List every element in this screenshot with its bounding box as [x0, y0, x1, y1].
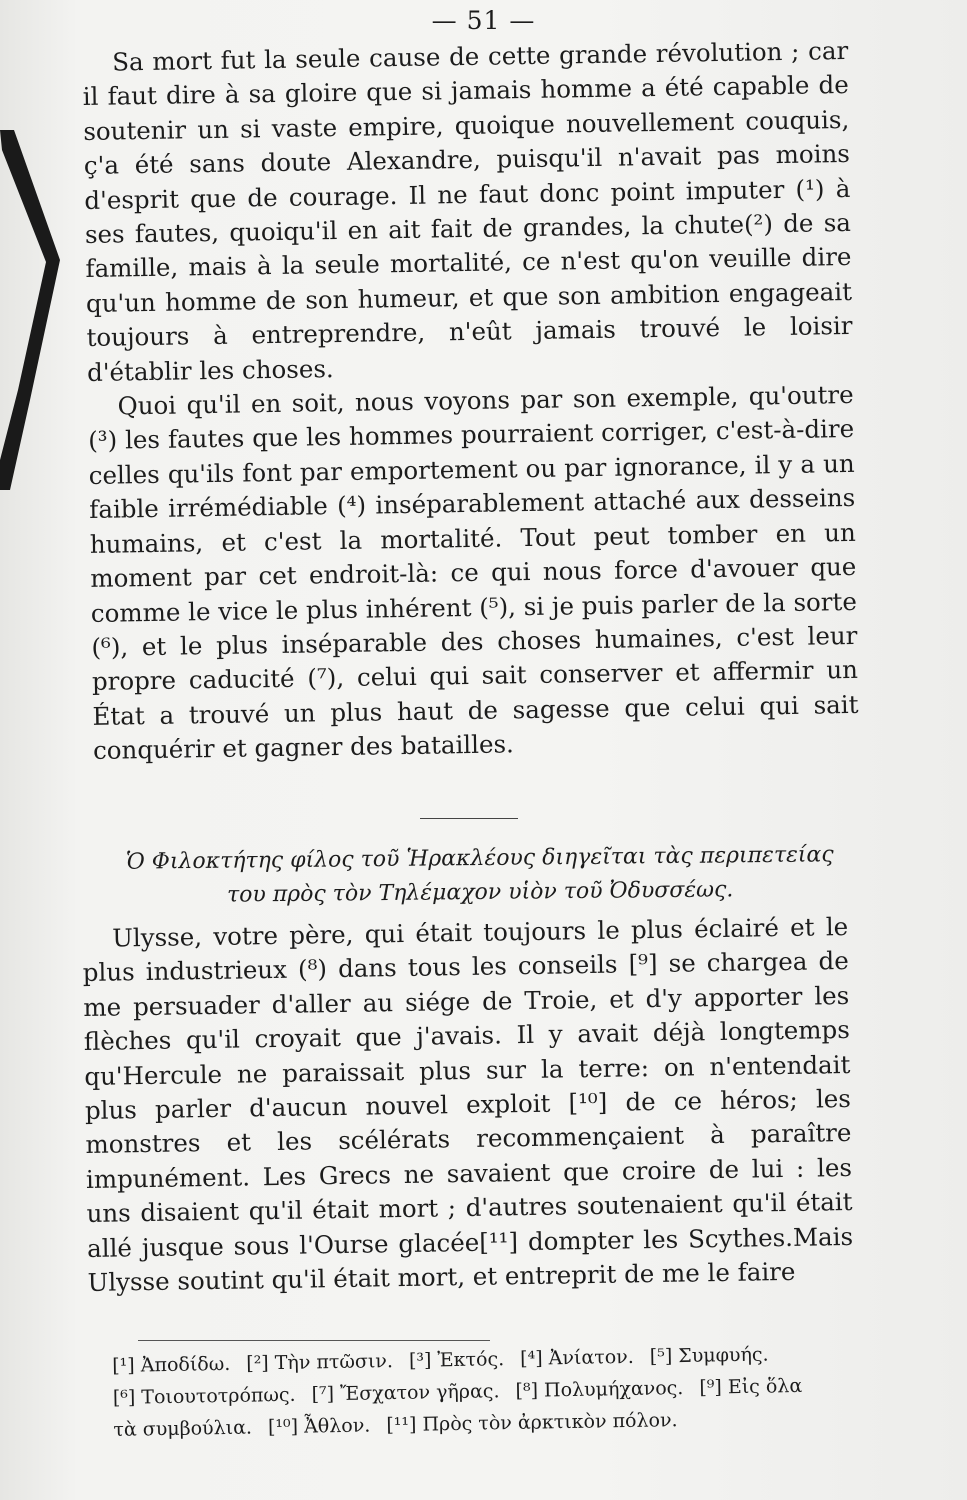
footnote-rule	[138, 1340, 490, 1341]
footnote: [³] Ἐκτός.	[408, 1348, 505, 1372]
footnote: [¹] Ἀποδίδω.	[112, 1352, 231, 1377]
page-number: — 51 —	[431, 6, 536, 35]
footnote: [⁶] Τοιουτοτρόπως.	[112, 1383, 296, 1409]
footnote: [⁴] Ἀνίατον.	[520, 1345, 634, 1370]
greek-section-title	[100, 838, 861, 914]
footnote: [⁹] Εἰς ὅλα	[699, 1374, 803, 1399]
footnotes	[112, 1337, 874, 1446]
footnote: τὰ συμβούλια.	[113, 1416, 253, 1441]
footnote: [⁷] Ἔσχατον γῆρας.	[311, 1380, 500, 1406]
paragraph: Ulysse, votre père, qui était toujours le plus éclairé et le plus industrieux (⁸) dans tous les conseils [⁹] se chargea de me persuader d'aller au siége de Troie, et d'y apporter les flèches qu'il croyait que j'avais. Il y avait déjà longtemps qu'Hercule ne paraissait plus sur la terre: on n'entendait plus parler d'aucun nouvel exploit [¹⁰] de ce héros; les monstres et les scélérats recommençaient à paraître impunément. Les Grecs ne savaient que croire de lui : les uns disaient qu'il était mort ; d'autres soutenaient qu'il était allé jusque sous l'Ourse glacée[¹¹] dompter les Scythes.Mais Ulysse soutint qu'il était mort, et entreprit de me le faire	[82, 911, 854, 1298]
paragraph: Quoi qu'il en soit, nous voyons par son exemple, qu'outre (³) les fautes que les hommes pourraient corriger, c'est-à-dire celles qu'ils font par emportement ou par ignorance, il y a un faible irrémédiable (⁴) inséparablement attaché aux desseins humains, et c'est la mortalité. Tout peut tomber en un moment par cet endroit-là: ce qui nous force d'avouer que comme le vice le plus inhérent (⁵), si je puis parler de la sorte (⁶), et le plus inséparable des choses humaines, c'est leur propre caducité (⁷), celui qui sait conserver et affermir un État a trouvé un plus haut de sagesse que celui qui sait conquérir et gagner des batailles.	[87, 379, 859, 766]
footnote: [⁸] Πολυμήχανος.	[515, 1377, 684, 1402]
margin-bracket-mark	[0, 130, 70, 490]
main-text-section-2	[82, 910, 854, 1300]
footnote: [²] Τὴν πτῶσιν.	[246, 1350, 394, 1375]
greek-title-line-2: του πρὸς τὸν Τηλέμαχον υἱὸν τοῦ Ὀδυσσέως.	[226, 877, 734, 908]
greek-title-line-1: Ὁ Φιλοκτήτης φίλος τοῦ Ἡρακλέους διηγεῖται τὰς περιπετείας	[125, 842, 834, 875]
footnote: [¹⁰] Ἆθλον.	[267, 1414, 371, 1439]
section-divider	[420, 818, 518, 819]
footnote: [⁵] Συμφυής.	[649, 1343, 769, 1368]
paragraph: Sa mort fut la seule cause de cette grande révolution ; car il faut dire à sa gloire que si jamais homme a été capable de soutenir un si vaste empire, quoique nouvellement couquis, ç'a été sans doute Alexandre, puisqu'il n'avait pas moins d'esprit que de courage. Il ne faut donc point imputer (¹) à ses fautes, quoiqu'il en ait fait de grandes, la chute(²) de sa famille, mais à la seule mortalité, ce n'est qu'on veuille dire qu'un homme de son humeur, et que son ambition engageait toujours à entreprendre, n'eût jamais trouvé le loisir d'établir les choses.	[82, 35, 853, 387]
main-text-section-1	[82, 34, 859, 768]
footnote: [¹¹] Πρὸς τὸν ἀρκτικὸν πόλον.	[386, 1409, 678, 1437]
